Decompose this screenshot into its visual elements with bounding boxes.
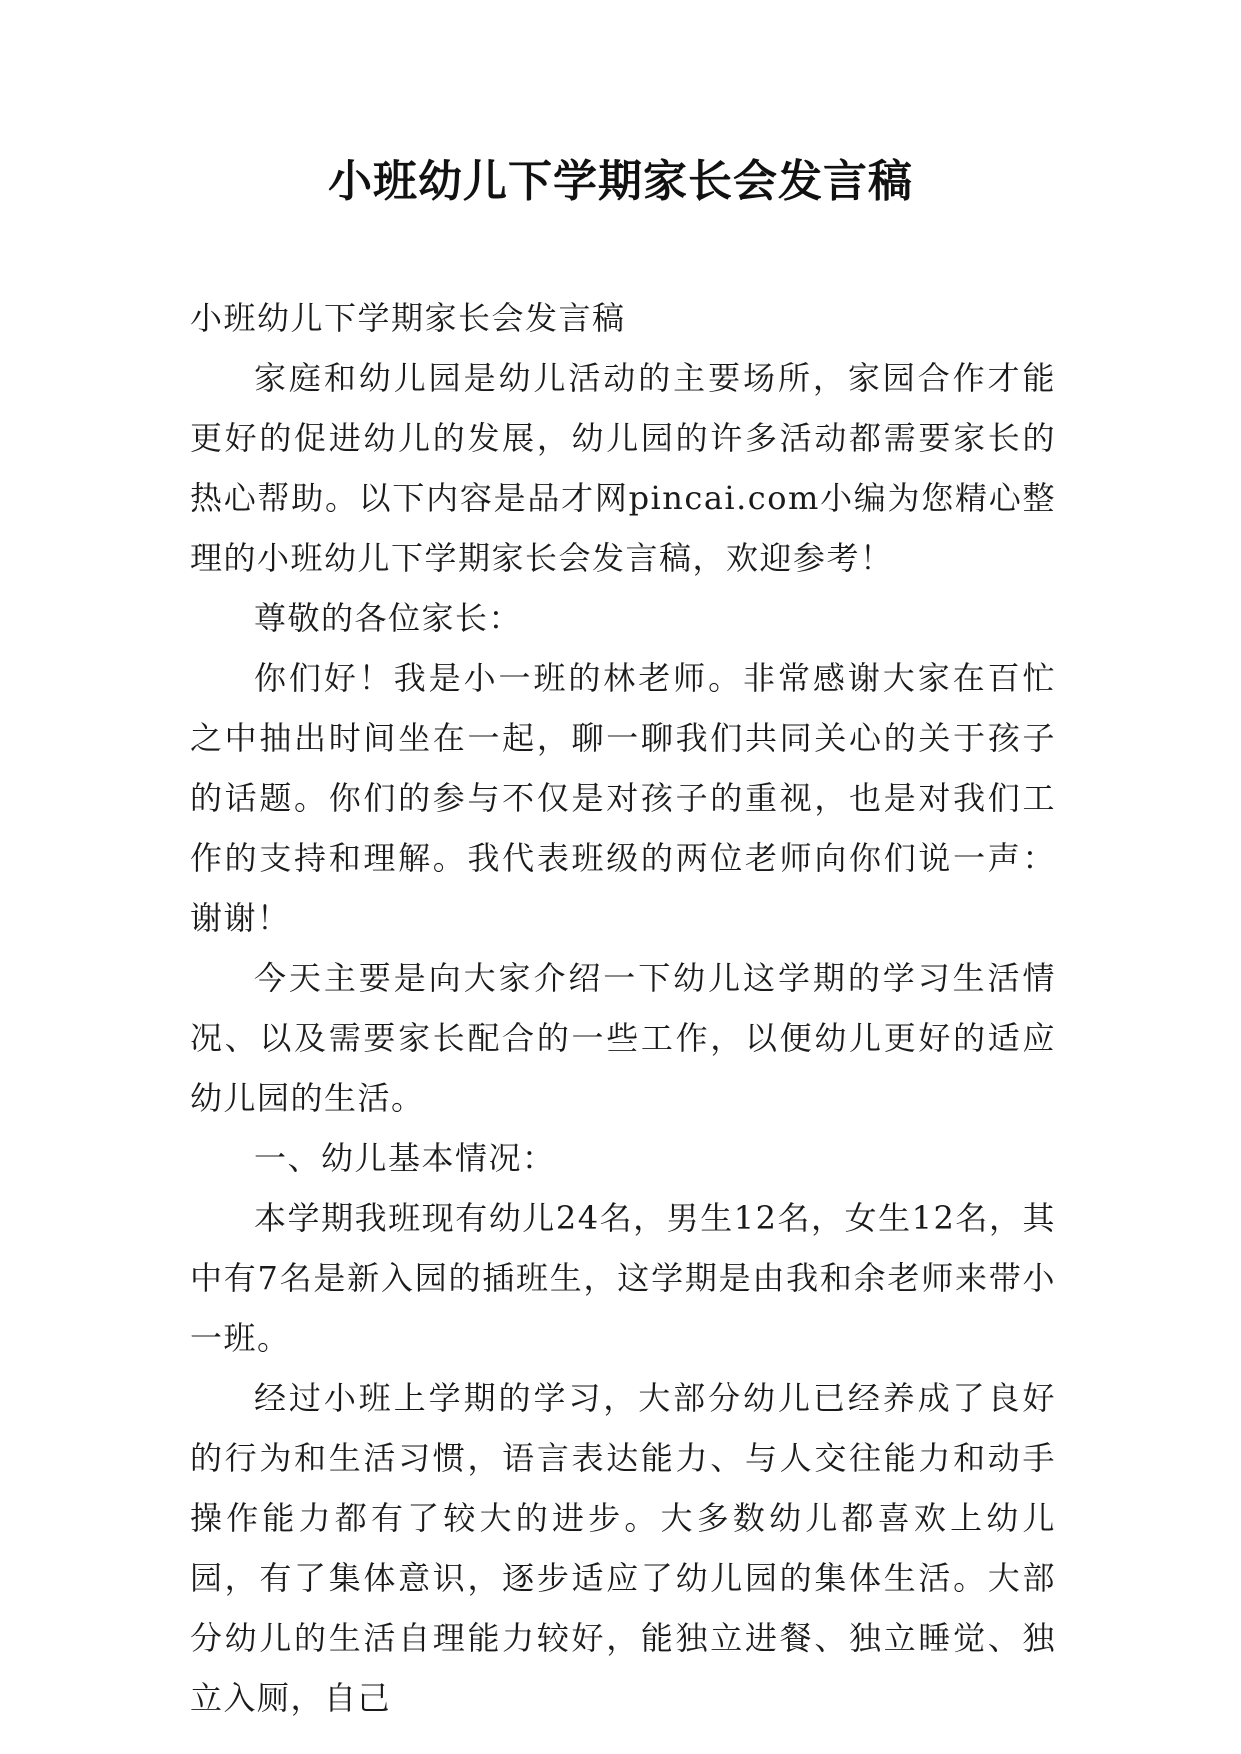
document-title: 小班幼儿下学期家长会发言稿 <box>328 156 913 207</box>
section-heading: 一、幼儿基本情况： <box>254 1139 556 1177</box>
subtitle-paragraph: 小班幼儿下学期家长会发言稿 <box>190 299 626 337</box>
class-info-paragraph: 本学期我班现有幼儿24名，男生12名，女生12名，其中有7名是新入园的插班生，这学期是由我和余老师来带小一班。 <box>190 1199 1056 1357</box>
progress-paragraph: 经过小班上学期的学习，大部分幼儿已经养成了良好的行为和生活习惯，语言表达能力、与人交往能力和动手操作能力都有了较大的进步。大多数幼儿都喜欢上幼儿园，有了集体意识，逐步适应了幼儿园的集体生活。大部分幼儿的生活自理能力较好，能独立进餐、独立睡觉、独立入厕，自己 <box>190 1379 1056 1717</box>
salutation-paragraph: 尊敬的各位家长： <box>254 599 523 637</box>
document-body <box>190 288 1056 1728</box>
intro-paragraph: 家庭和幼儿园是幼儿活动的主要场所，家园合作才能更好的促进幼儿的发展，幼儿园的许多活动都需要家长的热心帮助。以下内容是品才网pincai.com小编为您精心整理的小班幼儿下学期家长会发言稿，欢迎参考！ <box>190 359 1056 577</box>
purpose-paragraph: 今天主要是向大家介绍一下幼儿这学期的学习生活情况、以及需要家长配合的一些工作，以便幼儿更好的适应幼儿园的生活。 <box>190 959 1056 1117</box>
greeting-paragraph: 你们好！我是小一班的林老师。非常感谢大家在百忙之中抽出时间坐在一起，聊一聊我们共同关心的关于孩子的话题。你们的参与不仅是对孩子的重视，也是对我们工作的支持和理解。我代表班级的两位老师向你们说一声：谢谢！ <box>190 659 1056 937</box>
